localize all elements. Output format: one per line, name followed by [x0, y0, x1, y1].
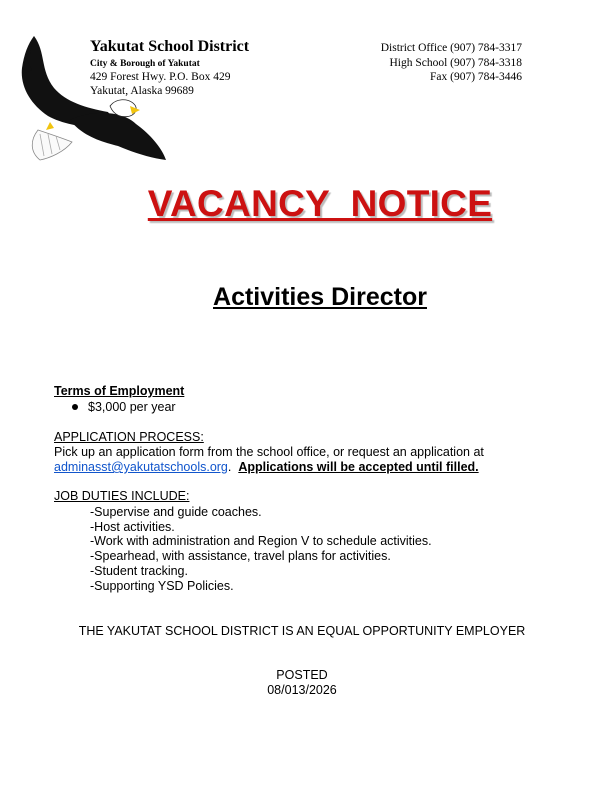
address-line-1: 429 Forest Hwy. P.O. Box 429	[90, 71, 231, 83]
job-title: Activities Director	[213, 283, 427, 311]
duty-item: -Supporting YSD Policies.	[90, 579, 234, 593]
duty-item: -Supervise and guide coaches.	[90, 505, 262, 519]
contact-high-school: High School (907) 784-3318	[389, 57, 522, 69]
posted-label: POSTED	[276, 668, 328, 682]
contact-fax: Fax (907) 784-3446	[430, 71, 522, 83]
terms-heading: Terms of Employment	[54, 384, 185, 398]
equal-opportunity-statement: THE YAKUTAT SCHOOL DISTRICT IS AN EQUAL OPPORTUNITY EMPLOYER	[78, 624, 526, 638]
list-item	[72, 400, 176, 414]
salary-text: $3,000 per year	[88, 400, 176, 414]
duties-heading: JOB DUTIES INCLUDE:	[54, 489, 190, 503]
deadline-text: Applications will be accepted until filled.	[238, 460, 479, 474]
duty-item: -Host activities.	[90, 520, 175, 534]
district-subtitle: City & Borough of Yakutat	[90, 59, 200, 69]
email-link[interactable]: adminasst@yakutatschools.org	[54, 460, 228, 474]
posted-date: 08/013/2026	[267, 683, 337, 697]
duty-item: -Student tracking.	[90, 564, 188, 578]
contact-district-office: District Office (907) 784-3317	[380, 42, 522, 54]
bullet-icon	[72, 404, 78, 410]
duty-item: -Work with administration and Region V to schedule activities.	[90, 534, 432, 548]
application-contact-line	[54, 460, 479, 474]
address-line-2: Yakutat, Alaska 99689	[90, 85, 194, 97]
district-name: Yakutat School District	[90, 38, 250, 55]
application-heading: APPLICATION PROCESS:	[54, 430, 204, 444]
duty-item: -Spearhead, with assistance, travel plans for activities.	[90, 549, 391, 563]
email-separator: .	[227, 460, 239, 474]
application-instructions: Pick up an application form from the school office, or request an application at	[54, 445, 484, 459]
vacancy-notice-heading: VACANCY NOTICE	[147, 183, 493, 224]
